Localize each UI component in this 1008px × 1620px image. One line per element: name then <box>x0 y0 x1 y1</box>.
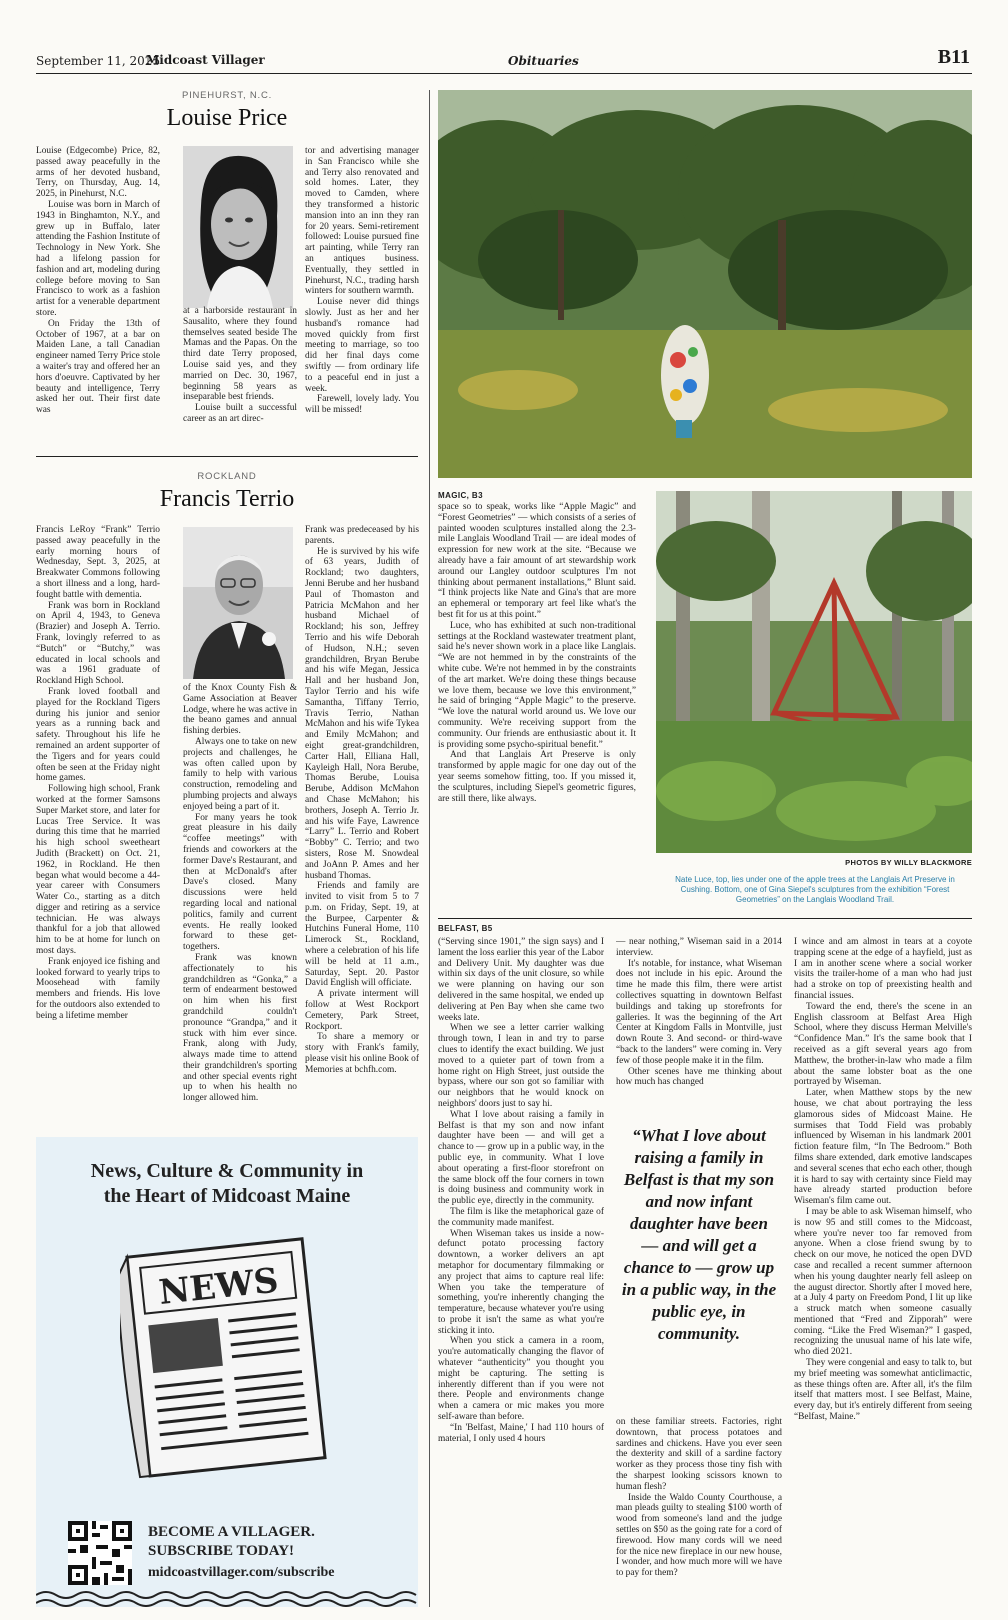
photo-caption: Nate Luce, top, lies under one of the apple trees at the Langlais Art Preserve in Cushing. Bottom, one of Gina Siepel's sculptures from the exhibition “Forest Geometries” on the Langlais Woodland Trail. <box>675 875 955 904</box>
paragraph: Frank was known affectionately to his grandchildren as “Gonka,” a term of endearment bestowed on him when his first grandchild couldn't pronounce “Grandpa,” and it stuck with him ever since. Frank, along with Judy, always made time to attend their grandchildren's sporting and other special events right up to when his health no longer allowed him. <box>183 952 297 1104</box>
francis-terrio-portrait <box>183 527 293 679</box>
subscribe-link[interactable]: midcoastvillager.com/subscribe <box>148 1565 335 1580</box>
paragraph: tor and advertising manager in San Francisco while she and Terry also renovated and sold homes. Later, they moved to Camden, where they transformed a historic mansion into an inn they ran for 20 years. Semi-retirement followed: Louise pursued fine art painting, while Terry ran an antiques business. Eventually, they settled in Pinehurst, N.C., trading harsh winters for southern warmth. <box>305 146 419 297</box>
jump-line-belfast: BELFAST, B5 <box>438 924 493 933</box>
jump-line-magic: MAGIC, B3 <box>438 491 483 500</box>
paragraph: at a harborside restaurant in Sausalito, where they found themselves seated beside The Mamas and the Papas. On the third date Terry proposed, Louise said yes, and they married on Dec. 30, 1967, beginning 58 years as inseparable best friends. <box>183 306 297 403</box>
obit1-dateline: PINEHURST, N.C. <box>181 90 273 101</box>
publication-name: Midcoast Villager <box>146 53 265 67</box>
subscribe-qr-code[interactable] <box>68 1521 132 1585</box>
paragraph: Later, when Matthew stops by the new house, we chat about portraying the less glamorous sides of Midcoast Maine. He surmises that Todd Field was probably influenced by Wiseman in his landmark 2001 fiction feature film, “In The Bedroom.” Both films share extended, dark emotive landscapes and several scenes that echo each other, though it is hard to say with certainty since Field may have already started production before Wiseman's film came out. <box>794 1088 972 1207</box>
obit2-headline: Francis Terrio <box>159 486 295 512</box>
belfast-column-2-top <box>616 937 782 1117</box>
paragraph: Louise built a successful career as an art direc- <box>183 403 297 424</box>
forest-illustration <box>438 90 972 478</box>
obit2-column-2 <box>183 683 297 1119</box>
paragraph: Louise was born in March of 1943 in Binghamton, N.Y., and grew up in Buffalo, later attending the Fashion Institute of Technology in New York. She had a lifelong passion for fashion and art, modeling during college before moving to San Francisco to work as a fashion artist for a venerable department store. <box>36 199 160 318</box>
section-name: Obituaries <box>508 54 579 68</box>
qr-pattern <box>68 1521 132 1585</box>
belfast-column-1 <box>438 937 604 1609</box>
magic-article-body <box>438 502 636 910</box>
newspaper-icon <box>120 1227 340 1487</box>
paragraph: Frank was born in Rockland on April 4, 1943, to Geneva (Brazier) and Joseph A. Terrio. Frank, lovingly referred to as “Butch” or “Butchy,” was educated in local schools and was a 1961 graduate of Rockland High School. <box>36 600 160 687</box>
paragraph: Francis LeRoy “Frank” Terrio passed away peacefully in the early morning hours of Wednesday, Sept. 3, 2025, at Breakwater Commons following a short illness and a long, hard-fought battle with dementia. <box>36 525 160 600</box>
paragraph: I may be able to ask Wiseman himself, who is now 95 and still comes to the Midcoast, where you're never too far removed from anyone. When a close friend swung by to check on our move, he noticed the open DVD case and recalled a recent summer afternoon when his young daughter nearly fell asleep on the august director. Shortly after I moved here, at a July 4 party on Freedom Pond, I lit up like a struck match when someone casually mentioned that “Fred and Zipporah” were coming. “Like the Fred Wiseman?” I gasped, recognizing the unusual name of his late wife, who died 2021. <box>794 1206 972 1358</box>
ad-title-line: News, Culture & Community in <box>90 1160 364 1182</box>
wave-decoration <box>36 1589 418 1607</box>
section-divider <box>36 456 418 457</box>
paragraph: Luce, who has exhibited at such non-traditional settings at the Rockland wastewater treatment plant, said he's never shown work in a place like Langlais. “We are not hemmed in by the constraints of the white cube. We're not hemmed in by the constraints of the art market. We're doing these things because we love them, because we love this environment,” he said of bringing “Apple Magic” to the preserve. “We love the natural world around us. We love our community. We're receiving support from the community. Our friends are enthusiastic about it. It is providing some psycho-spiritual benefit.” <box>438 620 636 750</box>
page-number: B11 <box>937 46 970 68</box>
paragraph: On Friday the 13th of October of 1967, at a bar on Maiden Lane, a tall Canadian engineer named Terry Price stole a waiter's tray and offered her an hors d'oeuvre. Captivated by her beauty and intelligence, Terry asked her out. Their first date was <box>36 318 160 416</box>
paragraph: Frank enjoyed ice fishing and looked forward to yearly trips to Moosehead with family members and friends. His love for the outdoors also extended to being a lifetime member <box>36 956 160 1021</box>
paragraph: (“Serving since 1901,” the sign says) and I lament the loss earlier this year of the Labor and Delivery Unit. My daughter was due within six days of the unit closure, so while we were planning on having our son delivered in the same hospital, we ended up delivering at Pen Bay when she came two weeks late. <box>438 937 604 1023</box>
paragraph: The film is like the metaphorical gaze of the community made manifest. <box>438 1206 604 1228</box>
paragraph: For many years he took great pleasure in his daily “coffee meetings” with friends and coworkers at the former Dave's Restaurant, and then at McDonald's after Dave's closed. Many discussions were held regarding local and national politics, family and current events. He really looked forward to these get-togethers. <box>183 812 297 953</box>
paragraph: When we see a letter carrier walking through town, I lean in and try to parse clues to identify the exact building. We just moved to a quieter part of town from a home right on High Street, just outside the bypass, where our son got so familiar with our neighbors that he would knock on neighbors' doors just to say hi. <box>438 1023 604 1109</box>
section-divider <box>438 918 972 919</box>
paragraph: When you stick a camera in a room, you're automatically changing the flavor of whatever “authenticity” you thought you might be capturing. The setting is inherently different than if you were not there. People and environments change when a camera or mic makes you more self-aware than before. <box>438 1336 604 1423</box>
pull-quote: “What I love about raising a family in Belfast is that my son and now infant daughter have been — and will get a chance to — grow up in a public way, in the public eye, in community. <box>621 1126 777 1343</box>
paragraph: Frank loved football and played for the Rockland Tigers during his junior and senior years as a running back and safety. Throughout his life he remained an ardent supporter of the Tigers and for years could often be seen at the Friday night home games. <box>36 686 160 784</box>
paragraph: “In 'Belfast, Maine,' I had 110 hours of material, I only used 4 hours <box>438 1422 604 1444</box>
paragraph: And that Langlais Art Preserve is only transformed by apple magic for one day out of the year seems somehow fitting, too. If you missed it, the sculptures, including Siepel's geometric figures, are still there, like always. <box>438 750 636 804</box>
paragraph: Following high school, Frank worked at the former Samsons Super Market store, and later for Lucas Tree Service. It was during this time that he married his high school sweetheart Judith (Brackett) on Oct. 21, 1962, in Rockland. He then began what would become a 44-year career with Consumers Water Co., starting as a ditch digger and retiring as a service technician. He was always thankful for a job that allowed him to be at home for lunch on most days. <box>36 784 160 957</box>
cta-line: BECOME A VILLAGER. <box>148 1524 315 1540</box>
ad-call-to-action <box>148 1523 315 1561</box>
paragraph: It's notable, for instance, what Wiseman does not include in his epic. Around the time he made this film, there were artist collectives squatting in downtown Belfast buildings and taking up storefronts for galleries. It was the beginning of the Art Center at Kingdom Falls in Montville, just down Route 3. And second- or third-wave “back to the landers” were coming in. Very few of those people make it in the film. <box>616 958 782 1066</box>
obit1-column-3 <box>305 146 419 442</box>
paragraph: Always one to take on new projects and challenges, he was often called upon by family to help with various construction, remodeling and plumbing projects and always enjoyed being a part of it. <box>183 736 297 812</box>
obit1-column-2 <box>183 306 297 442</box>
paragraph: Friends and family are invited to visit from 5 to 7 p.m. on Friday, Sept. 19, at the Burpee, Carpenter & Hutchins Funeral Home, 110 Limerock St., Rockland, where a celebration of his life will be held at 11 a.m., Saturday, Sept. 20. Pastor David English will officiate. <box>305 881 419 989</box>
obit2-dateline: ROCKLAND <box>197 471 257 482</box>
paragraph: To share a memory or story with Frank's family, please visit his online Book of Memories at bchfh.com. <box>305 1032 419 1075</box>
obit1-column-1 <box>36 146 160 442</box>
paragraph: space so to speak, works like “Apple Magic” and “Forest Geometries” — which consists of a series of painted wooden sculptures installed along the 2.3-mile Langlais Woodland Trail — are ideal modes of expression for new work at the site. “Because we already have a fair amount of art stewardship work around our Langley outdoor sculptures I'm not thinking about permanent installations,” Blunt said. “I think projects like Nate and Gina's that are more an ephemeral or temporary art feel like what's the best fit for us at this point.” <box>438 502 636 620</box>
belfast-column-2-bottom <box>616 1417 782 1609</box>
sculpture-illustration <box>656 491 972 853</box>
portrait-illustration <box>183 527 293 679</box>
masthead <box>36 46 972 74</box>
cta-line: SUBSCRIBE TODAY! <box>148 1543 295 1559</box>
paragraph: Louise (Edgecombe) Price, 82, passed away peacefully in the arms of her devoted husband, Terry, on Thursday, Aug. 14, 2025, in Pinehurst, N.C. <box>36 146 160 200</box>
photo-credit: PHOTOS BY WILLY BLACKMORE <box>845 858 972 867</box>
paragraph: — near nothing,” Wiseman said in a 2014 interview. <box>616 937 782 958</box>
louise-price-portrait <box>183 146 293 308</box>
forest-geometries-photo <box>656 491 972 853</box>
belfast-column-3 <box>794 937 972 1609</box>
obit2-column-3 <box>305 525 419 1119</box>
portrait-illustration <box>183 146 293 308</box>
ad-title-line: the Heart of Midcoast Maine <box>103 1185 351 1207</box>
column-divider <box>429 90 430 1607</box>
paragraph: Toward the end, there's the scene in an English classroom at Belfast Area High School, where they discuss Herman Melville's “Confidence Man.” It's the same book that I received as a gift several years ago from Matthew, the brother-in-law who made a film about the same lobster boat as the one portrayed by Wiseman. <box>794 1001 972 1088</box>
paragraph: A private interment will follow at West Rockport Cemetery, Park Street, Rockport. <box>305 989 419 1032</box>
paragraph: Inside the Waldo County Courthouse, a man pleads guilty to stealing $100 worth of wood from someone's land and the judge settles on $50 as the going rate for a cord of firewood. How many cords will we need for the nice new fireplace in our new house, I wonder, and how much more will we have to pay for them? <box>616 1492 782 1579</box>
paragraph: on these familiar streets. Factories, right downtown, that process potatoes and sardines and chickens. Have you ever seen the dexterity and skill of a sardine factory worker as they process those tiny fish with the sharpest looking scissors known to human flesh? <box>616 1417 782 1492</box>
paragraph: Louise never did things slowly. Just as her and her husband's romance had moved quickly from first meeting to marriage, so too did her final days come swiftly — from ordinary life to a peaceful end in just a week. <box>305 297 419 394</box>
issue-date: September 11, 2025 <box>36 54 161 68</box>
paragraph: Farewell, lovely lady. You will be missed! <box>305 394 419 416</box>
apple-trees-photo <box>438 90 972 478</box>
obit2-column-1 <box>36 525 160 1119</box>
paragraph: Other scenes have me thinking about how much has changed <box>616 1066 782 1088</box>
ad-title <box>36 1159 418 1209</box>
obit1-headline: Louise Price <box>166 105 288 131</box>
paragraph: of the Knox County Fish & Game Association at Beaver Lodge, where he was active in the beano games and annual fishing derbies. <box>183 683 297 737</box>
paragraph: Frank was predeceased by his parents. <box>305 525 419 546</box>
paragraph: They were congenial and easy to talk to, but my brief meeting was somewhat anticlimactic, as these things often are. After all, it's the film itself that matters most. I see Belfast, Maine, every day, but it's entirely different from seeing “Belfast, Maine.” <box>794 1358 972 1423</box>
paragraph: I wince and am almost in tears at a coyote trapping scene at the edge of a hayfield, just as I am in another scene where a social worker visits the trailer-home of a man who had just had a stroke on top of preexisting health and financial issues. <box>794 937 972 1001</box>
subscription-ad[interactable] <box>36 1137 418 1607</box>
newspaper-word: NEWS <box>156 1260 281 1313</box>
paragraph: What I love about raising a family in Belfast is that my son and now infant daughter have been — and will get a chance to — grow up in a public way, in the public eye, in community. What I love about operating a first-floor storefront on the same block off the four corners in town is doing business and community work in the public eye, directly in the community. <box>438 1109 604 1207</box>
paragraph: When Wiseman takes us inside a now-defunct potato processing factory downtown, a worker delivers an apt metaphor for documentary filmmaking or any project that aims to capture real life: When you take the temperature of something, you're inherently changing the temperature, because whatever you're using to probe it isn't the same as what you're sticking it into. <box>438 1228 604 1336</box>
paragraph: He is survived by his wife of 63 years, Judith of Rockland; two daughters, Jenni Berube and her husband Paul of Thomaston and Patricia McMahon and her husband Michael of Rockland; his son, Jeffrey Terrio and his wife Deborah of Hudson, N.H.; seven grandchildren, Bryan Berube and his wife Megan, Jessica Hall and her husband Jon, Taylor Terrio and his wife Samantha, Tiffany Terrio, Travis Terrio, Nathan McMahon and his wife Tykea and Emily McMahon; and eight great-grandchildren, Carter Hall, Elliana Hall, Kayleigh Hall, Nora Berube, Thomas Berube, Louisa Berube, Addison McMahon and Chase McMahon; his brothers, Joseph A. Terrio Jr. and his wife Faye, Lawrence “Larry” L. Terrio and Robert “Bobby” C. Terrio; and two sisters, Rose M. Snowdeal and JoAnn P. Ames and her husband Thomas. <box>305 546 419 881</box>
